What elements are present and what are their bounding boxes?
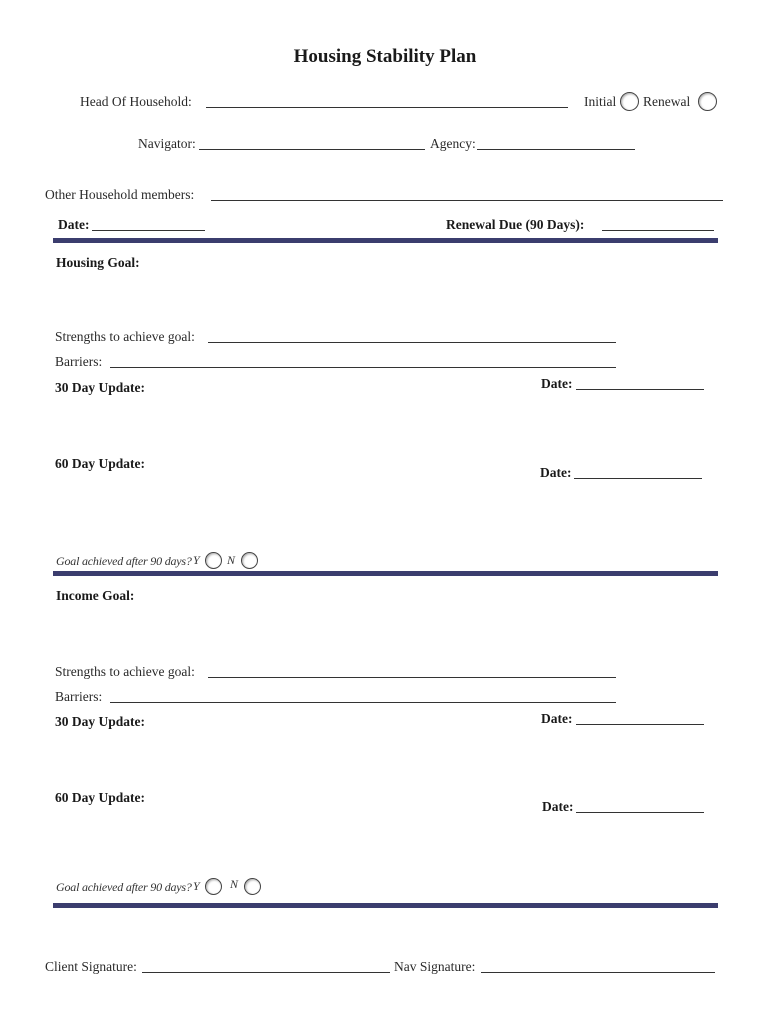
navigator-line (199, 149, 425, 150)
housing-update60-label: 60 Day Update: (55, 456, 145, 471)
date-label: Date: (58, 217, 90, 232)
housing-yes-radio[interactable] (205, 552, 222, 569)
client-signature-field[interactable] (142, 958, 390, 972)
housing-update30-label: 30 Day Update: (55, 380, 145, 395)
section-divider (53, 903, 718, 908)
section-divider (53, 238, 718, 243)
housing-update30-date-field[interactable] (576, 375, 704, 389)
agency-line (477, 149, 635, 150)
income-update30-date-line (576, 724, 704, 725)
initial-radio[interactable] (620, 92, 639, 111)
housing-barriers-field[interactable] (110, 353, 616, 367)
page-title: Housing Stability Plan (293, 46, 477, 67)
housing-strengths-field[interactable] (208, 328, 616, 342)
navigator-label: Navigator: (138, 136, 196, 151)
income-goal-field[interactable] (56, 608, 716, 653)
navigator-field[interactable] (199, 135, 425, 149)
renewal-due-line (602, 230, 714, 231)
initial-label: Initial (584, 94, 617, 109)
income-update60-label: 60 Day Update: (55, 790, 145, 805)
income-update60-date-line (576, 812, 704, 813)
housing-update60-date-label: Date: (540, 465, 572, 480)
nav-signature-label: Nav Signature: (394, 959, 476, 974)
housing-strengths-line (208, 342, 616, 343)
income-no-label: N (230, 877, 238, 891)
head-of-household-line (206, 107, 568, 108)
housing-update60-date-field[interactable] (574, 464, 702, 478)
client-signature-label: Client Signature: (45, 959, 137, 974)
client-signature-line (142, 972, 390, 973)
head-of-household-field[interactable] (206, 93, 568, 107)
income-barriers-line (110, 702, 616, 703)
income-update30-date-label: Date: (541, 711, 573, 726)
housing-update60-date-line (574, 478, 702, 479)
income-update30-label: 30 Day Update: (55, 714, 145, 729)
nav-signature-field[interactable] (481, 958, 715, 972)
housing-achieved-label: Goal achieved after 90 days? (56, 554, 192, 568)
housing-no-radio[interactable] (241, 552, 258, 569)
housing-no-label: N (227, 553, 235, 567)
renewal-due-label: Renewal Due (90 Days): (446, 217, 585, 232)
other-members-field[interactable] (211, 186, 723, 200)
income-achieved-label: Goal achieved after 90 days? (56, 880, 192, 894)
income-update60-date-field[interactable] (576, 798, 704, 812)
income-yes-radio[interactable] (205, 878, 222, 895)
income-strengths-label: Strengths to achieve goal: (55, 664, 195, 679)
income-barriers-field[interactable] (110, 688, 616, 702)
renewal-label: Renewal (643, 94, 691, 109)
income-goal-label: Income Goal: (56, 588, 135, 603)
housing-yes-label: Y (193, 553, 200, 567)
housing-strengths-label: Strengths to achieve goal: (55, 329, 195, 344)
nav-signature-line (481, 972, 715, 973)
housing-update30-date-line (576, 389, 704, 390)
income-update60-date-label: Date: (542, 799, 574, 814)
agency-label: Agency: (430, 136, 476, 151)
income-strengths-field[interactable] (208, 663, 616, 677)
income-update30-date-field[interactable] (576, 710, 704, 724)
housing-goal-label: Housing Goal: (56, 255, 140, 270)
housing-goal-field[interactable] (56, 275, 716, 320)
other-members-label: Other Household members: (45, 187, 195, 202)
housing-barriers-label: Barriers: (55, 354, 103, 369)
renewal-radio[interactable] (698, 92, 717, 111)
income-strengths-line (208, 677, 616, 678)
income-barriers-label: Barriers: (55, 689, 103, 704)
agency-field[interactable] (477, 135, 635, 149)
other-members-line (211, 200, 723, 201)
date-line (92, 230, 205, 231)
renewal-due-field[interactable] (602, 216, 714, 230)
date-field[interactable] (92, 216, 205, 230)
housing-update30-date-label: Date: (541, 376, 573, 391)
section-divider (53, 571, 718, 576)
income-yes-label: Y (193, 879, 200, 893)
housing-barriers-line (110, 367, 616, 368)
head-of-household-label: Head Of Household: (80, 94, 192, 109)
income-no-radio[interactable] (244, 878, 261, 895)
